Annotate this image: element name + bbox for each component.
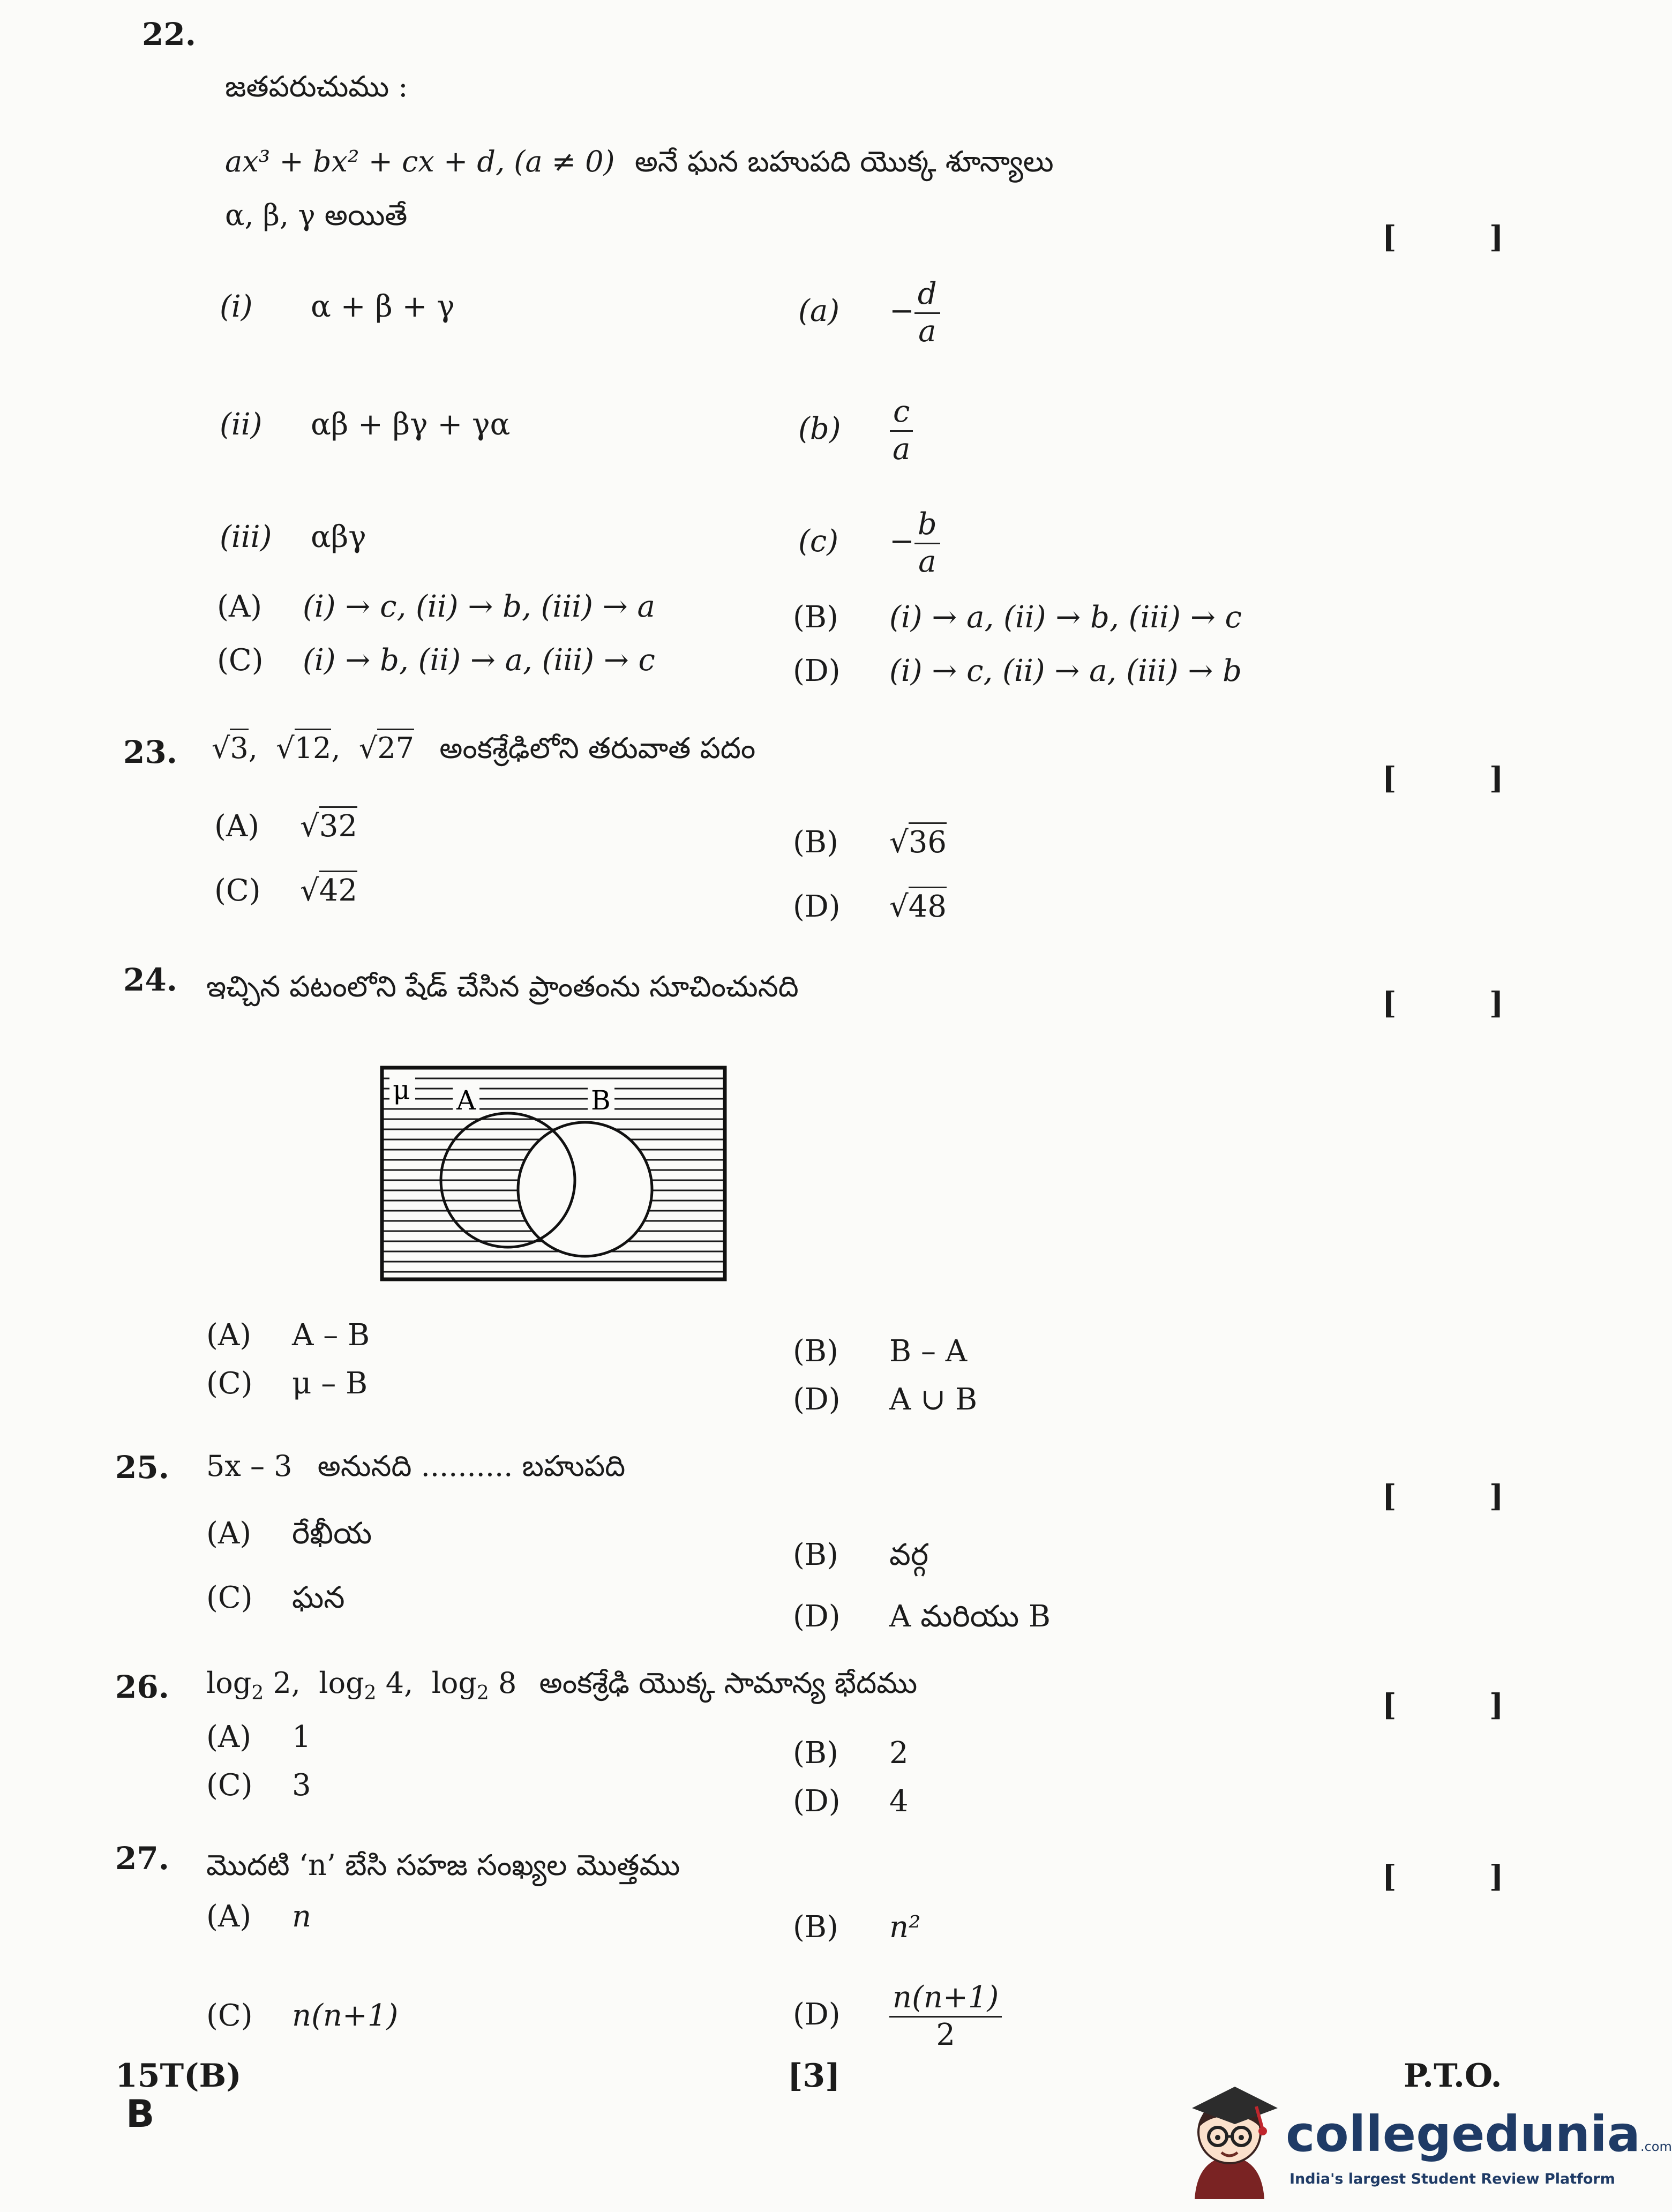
q24-text: ఇచ్చిన పటంలోని షేడ్ చేసిన ప్రాంతంను సూచించునది <box>206 970 799 1003</box>
q24-option-d[interactable]: (D) A ∪ B <box>793 1382 978 1417</box>
venn-label-universal: μ <box>393 1074 410 1105</box>
q24-option-c[interactable]: (C) μ – B <box>206 1366 368 1401</box>
q27-option-b[interactable]: (B) n² <box>793 1910 921 1945</box>
q22-stem-text: అనే ఘన బహుపది యొక్క శూన్యాలు <box>634 145 1054 178</box>
q25-text: అనునది .......... బహుపది <box>317 1449 626 1483</box>
q23-number: 23. <box>123 734 177 770</box>
q26-question: $\log_2 2$, $\log_2 4$, $\log_2 8$ అంకశ్రేఢి యొక్క సామాన్య భేదము <box>206 1666 918 1704</box>
q22-stem <box>225 145 1054 186</box>
venn-diagram <box>378 1063 731 1288</box>
footer-code: 15T(B) <box>115 2057 242 2095</box>
q22-option-d[interactable]: (D) (i) → c, (ii) → a, (iii) → b <box>793 654 1242 688</box>
q26-option-c[interactable]: (C) 3 <box>206 1768 311 1803</box>
q27-option-d[interactable]: (D) $\frac{n(n+1)}{2}$ <box>793 1982 1002 2051</box>
q26-option-a[interactable]: (A) 1 <box>206 1720 311 1754</box>
collegedunia-watermark[interactable] <box>1176 2079 1672 2207</box>
q27-option-a[interactable]: (A) n <box>206 1899 312 1934</box>
q25-answer-bracket[interactable]: [ ] <box>1382 1479 1504 1514</box>
q26-option-b[interactable]: (B) 2 <box>793 1736 909 1771</box>
q22-right-a: (a) − $\frac{d}{a}$ <box>798 279 940 348</box>
q27-text: మొదటి ‘n’ బేసి సహజ సంఖ్యల మొత్తము <box>206 1848 680 1882</box>
footer-series: B <box>126 2092 155 2136</box>
q25-option-d[interactable]: (D) A మరియు B <box>793 1599 1051 1634</box>
q25-option-b[interactable]: (B) వర్గ <box>793 1538 929 1572</box>
q25-expr: 5x – 3 <box>206 1449 293 1483</box>
q22-number: 22. <box>142 16 196 53</box>
q22-stem-line2: α, β, γ అయితే <box>225 198 408 232</box>
q22-option-a[interactable]: (A) (i) → c, (ii) → b, (iii) → a <box>217 589 655 624</box>
q23-option-b[interactable]: (B) √36 <box>793 825 947 860</box>
q22-title: జతపరుచుము : <box>225 70 408 103</box>
q26-answer-bracket[interactable]: [ ] <box>1382 1688 1504 1723</box>
q25-option-c[interactable]: (C) ఘన <box>206 1580 345 1615</box>
q27-number: 27. <box>115 1840 169 1877</box>
q26-option-d[interactable]: (D) 4 <box>793 1784 909 1819</box>
q26-text: అంకశ్రేఢి యొక్క సామాన్య భేదము <box>539 1666 918 1700</box>
q25-option-a[interactable]: (A) రేఖీయ <box>206 1516 372 1551</box>
q22-option-c[interactable]: (C) (i) → b, (ii) → a, (iii) → c <box>217 643 655 678</box>
q23-question: √3, √12, √27 అంకశ్రేఢిలోని తరువాత పదం <box>212 731 755 773</box>
q22-option-b[interactable]: (B) (i) → a, (ii) → b, (iii) → c <box>793 600 1242 635</box>
q27-option-c[interactable]: (C) n(n+1) <box>206 1998 399 2033</box>
q22-answer-bracket[interactable]: [ ] <box>1382 220 1504 255</box>
footer-pto: P.T.O. <box>1404 2057 1502 2095</box>
q26-number: 26. <box>115 1669 169 1705</box>
q23-option-c[interactable]: (C) √42 <box>214 873 357 908</box>
q27-answer-bracket[interactable]: [ ] <box>1382 1859 1504 1894</box>
q23-answer-bracket[interactable]: [ ] <box>1382 761 1504 796</box>
q25-number: 25. <box>115 1449 169 1486</box>
q22-right-b: (b) $\frac{c}{a}$ <box>798 396 913 466</box>
venn-label-a: A <box>456 1085 476 1116</box>
q22-right-c: (c) − $\frac{b}{a}$ <box>798 509 940 578</box>
brand-name: collegedunia.com <box>1286 2105 1672 2163</box>
q23-text: అంకశ్రేఢిలోని తరువాత పదం <box>439 731 756 765</box>
q24-option-b[interactable]: (B) B – A <box>793 1334 968 1369</box>
q22-stem-poly: ax³ + bx² + cx + d, (a ≠ 0) <box>225 145 615 178</box>
footer-page-number: [3] <box>788 2057 841 2095</box>
q22-left-iii: (iii) αβγ <box>220 520 366 554</box>
q23-option-a[interactable]: (A) √32 <box>214 809 357 844</box>
q22-left-ii: (ii) αβ + βγ + γα <box>220 407 511 442</box>
q23-option-d[interactable]: (D) √48 <box>793 889 947 924</box>
q24-option-a[interactable]: (A) A – B <box>206 1318 370 1353</box>
q24-answer-bracket[interactable]: [ ] <box>1382 986 1504 1021</box>
q25-question <box>206 1449 625 1490</box>
q24-number: 24. <box>123 962 177 998</box>
q22-left-i: (i) α + β + γ <box>220 289 455 324</box>
mascot-logo-icon <box>1176 2079 1283 2207</box>
brand-tagline: India's largest Student Review Platform <box>1289 2171 1615 2187</box>
venn-label-b: B <box>591 1085 611 1116</box>
